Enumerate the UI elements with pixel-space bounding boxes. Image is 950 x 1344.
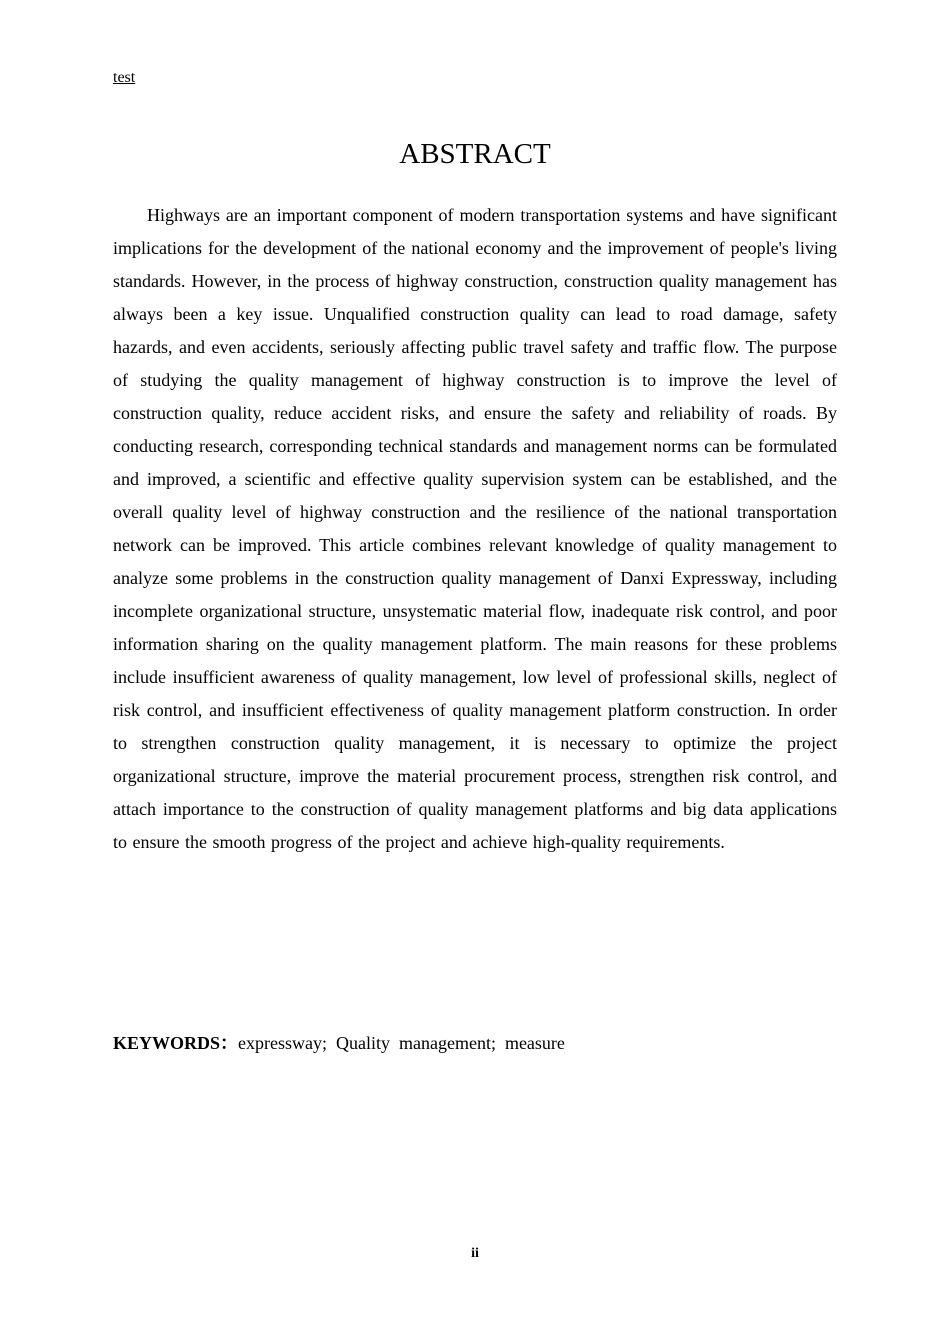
keywords-line [113,1027,565,1060]
header-link[interactable]: test [113,69,136,86]
page-number: ii [471,1246,479,1261]
abstract-title: ABSTRACT [399,138,551,170]
keywords-values: expressway; Quality management; measure [238,1033,565,1053]
abstract-body: Highways are an important component of modern transportation systems and have significant implications for the development of the national economy and the improvement of people's living standards. However, in the process of highway construction, construction quality management has always been a key issue. Unqualified construction quality can lead to road damage, safety hazards, and even accidents, seriously affecting public travel safety and traffic flow. The purpose of studying the quality management of highway construction is to improve the level of construction quality, reduce accident risks, and ensure the safety and reliability of roads. By conducting research, corresponding technical standards and management norms can be formulated and improved, a scientific and effective quality supervision system can be established, and the overall quality level of highway construction and the resilience of the national transportation network can be improved. This article combines relevant knowledge of quality management to analyze some problems in the construction quality management of Danxi Expressway, including incomplete organizational structure, unsystematic material flow, inadequate risk control, and poor information sharing on the quality management platform. The main reasons for these problems include insufficient awareness of quality management, low level of professional skills, neglect of risk control, and insufficient effectiveness of quality management platform construction. In order to strengthen construction quality management, it is necessary to optimize the project organizational structure, improve the material procurement process, strengthen risk control, and attach importance to the construction of quality management platforms and big data applications to ensure the smooth progress of the project and achieve high-quality requirements. [113,205,837,852]
keywords-label: KEYWORDS： [113,1033,239,1053]
